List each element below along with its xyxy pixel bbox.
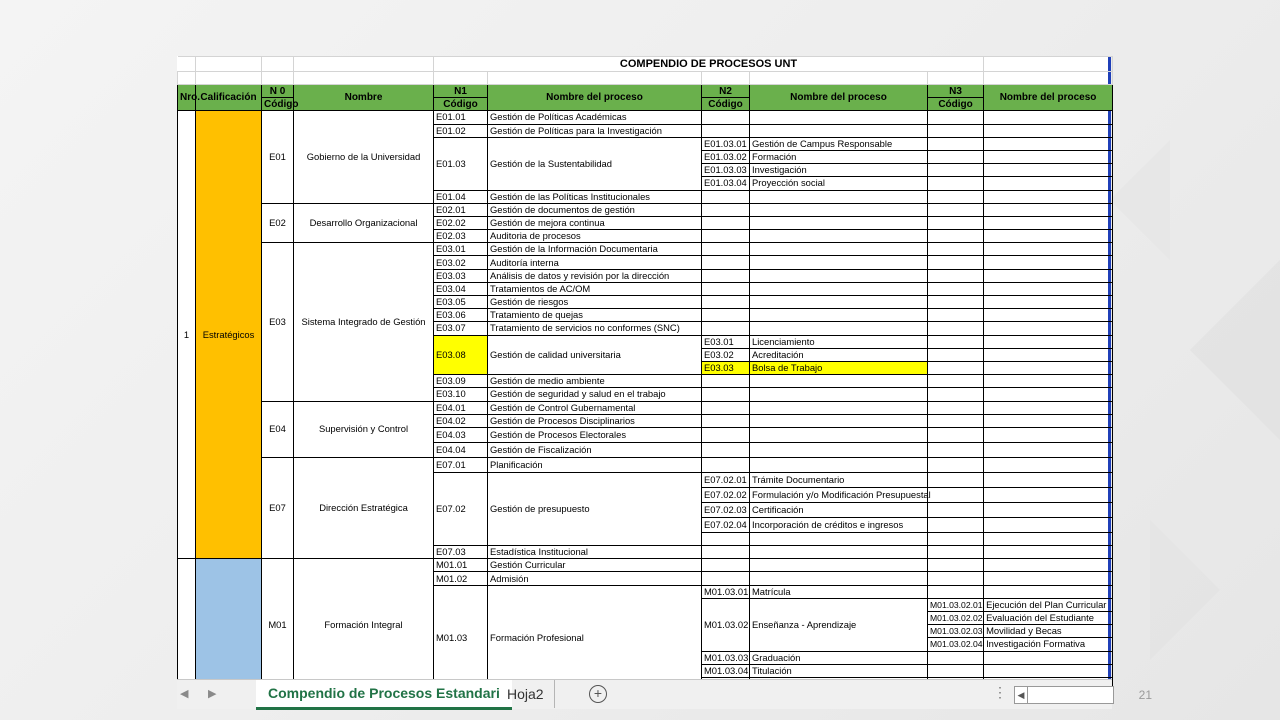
n2-code: E01.03.01 (702, 137, 750, 150)
n2-name: Proyección social (750, 177, 928, 190)
header-n1: N1 (434, 85, 488, 98)
nro-cell-blank (178, 559, 196, 691)
scroll-left-arrow-icon[interactable]: ◀ (1015, 687, 1028, 703)
n1-code: M01.03 (434, 585, 488, 691)
sheet-tab-bar (177, 679, 1112, 709)
n1-name: Análisis de datos y revisión por la dirección (488, 269, 702, 282)
n1-name: Estadística Institucional (488, 546, 702, 559)
n2-name: Titulación (750, 664, 928, 677)
n2-name: Investigación (750, 164, 928, 177)
n1-name: Gestión Curricular (488, 559, 702, 572)
n3-name: Ejecución del Plan Curricular (984, 598, 1113, 611)
n0-code: M01 (262, 559, 294, 691)
n2-code: M01.03.01 (702, 585, 750, 598)
n2-code: E07.02.04 (702, 517, 750, 532)
n1-code: E03.04 (434, 282, 488, 295)
n1-name: Gestión de documentos de gestión (488, 203, 702, 216)
n1-name: Gestión de la Sustentabilidad (488, 137, 702, 190)
n1-code: E02.02 (434, 216, 488, 229)
n0-code: E01 (262, 111, 294, 203)
n0-name: Sistema Integrado de Gestión (294, 243, 434, 401)
tab-scroll-right-icon[interactable]: ▶ (208, 688, 217, 700)
n2-code-highlighted: E03.03 (702, 361, 750, 374)
n1-code: E01.04 (434, 190, 488, 203)
header-n2: N2 (702, 85, 750, 98)
table-row (178, 243, 1113, 256)
n2-name: Formación (750, 150, 928, 163)
n1-code: E03.01 (434, 243, 488, 256)
n1-name: Planificación (488, 457, 702, 472)
header-n3: N3 (928, 85, 984, 98)
process-table (177, 56, 1113, 691)
n2-name: Graduación (750, 651, 928, 664)
n1-code: E03.07 (434, 322, 488, 335)
header-n3-nombre: Nombre del proceso (984, 85, 1113, 111)
n2-code: E01.03.04 (702, 177, 750, 190)
n1-name: Gestión de Políticas para la Investigación (488, 124, 702, 137)
n1-code: E03.02 (434, 256, 488, 269)
n2-code: E07.02.01 (702, 472, 750, 487)
header-nombre: Nombre (294, 85, 434, 111)
table-row (178, 111, 1113, 124)
n0-code: E03 (262, 243, 294, 401)
n1-code: E03.06 (434, 309, 488, 322)
title-row (178, 57, 1113, 72)
n1-code: E01.01 (434, 111, 488, 124)
n1-name: Gestión de Fiscalización (488, 442, 702, 457)
n0-code: E07 (262, 457, 294, 558)
header-nro: Nro. (178, 85, 196, 111)
n0-name: Dirección Estratégica (294, 457, 434, 558)
n1-code: E03.10 (434, 388, 488, 401)
n1-name: Admisión (488, 572, 702, 585)
n3-name: Investigación Formativa (984, 638, 1113, 651)
header-calificacion: Calificación (196, 85, 262, 111)
n1-name: Tratamiento de servicios no conformes (SNC) (488, 322, 702, 335)
background-triangle (1150, 520, 1220, 660)
n2-code: E07.02.02 (702, 487, 750, 502)
table-row (178, 203, 1113, 216)
slide-number: 21 (1138, 688, 1152, 702)
calificacion-misionales (196, 559, 262, 691)
n2-code: E03.01 (702, 335, 750, 348)
n3-code: M01.03.02.01 (928, 598, 984, 611)
n1-name: Gestión de seguridad y salud en el trabajo (488, 388, 702, 401)
n2-code: E07.02.03 (702, 502, 750, 517)
n3-code: M01.03.02.04 (928, 638, 984, 651)
blank-row (178, 72, 1113, 85)
header-row (178, 85, 1113, 98)
n1-name: Auditoría interna (488, 256, 702, 269)
table-row (178, 457, 1113, 472)
calificacion-estrategicos: Estratégicos (196, 111, 262, 559)
n1-code: M01.01 (434, 559, 488, 572)
n2-code: M01.03.04 (702, 664, 750, 677)
n1-name: Tratamientos de AC/OM (488, 282, 702, 295)
header-n1-codigo: Código (434, 98, 488, 111)
n3-code: M01.03.02.02 (928, 612, 984, 625)
n1-name: Gestión de medio ambiente (488, 375, 702, 388)
n1-code: M01.02 (434, 572, 488, 585)
n2-name: Gestión de Campus Responsable (750, 137, 928, 150)
table-row (178, 401, 1113, 414)
n1-code: E01.02 (434, 124, 488, 137)
background-triangle (1190, 260, 1280, 440)
n1-code: E07.01 (434, 457, 488, 472)
header-n0: N 0 (262, 85, 294, 98)
n2-name: Licenciamiento (750, 335, 928, 348)
n3-name: Movilidad y Becas (984, 625, 1113, 638)
n0-name: Desarrollo Organizacional (294, 203, 434, 243)
n2-name: Matrícula (750, 585, 928, 598)
n1-name: Gestión de las Políticas Institucionales (488, 190, 702, 203)
n2-code: M01.03.02 (702, 598, 750, 651)
n1-name: Auditoria de procesos (488, 230, 702, 243)
n0-name: Formación Integral (294, 559, 434, 691)
n1-code: E03.03 (434, 269, 488, 282)
n1-name: Gestión de calidad universitaria (488, 335, 702, 375)
table-row (178, 559, 1113, 572)
n1-code: E02.01 (434, 203, 488, 216)
n2-code: M01.03.03 (702, 651, 750, 664)
n1-code: E07.03 (434, 546, 488, 559)
n3-name: Evaluación del Estudiante (984, 612, 1113, 625)
n1-code: E07.02 (434, 472, 488, 545)
n1-code: E04.04 (434, 442, 488, 457)
n1-code: E03.05 (434, 296, 488, 309)
nro-cell: 1 (178, 111, 196, 559)
tab-compendio-de-procesos[interactable]: Compendio de Procesos Estandari (256, 680, 512, 710)
n2-name: Incorporación de créditos e ingresos (750, 517, 928, 532)
n1-name: Gestión de la Información Documentaria (488, 243, 702, 256)
n1-name: Gestión de Control Gubernamental (488, 401, 702, 414)
n1-name: Tratamiento de quejas (488, 309, 702, 322)
n2-name: Trámite Documentario (750, 472, 928, 487)
n2-name: Certificación (750, 502, 928, 517)
n1-code: E03.09 (434, 375, 488, 388)
n1-code: E02.03 (434, 230, 488, 243)
n1-name: Gestión de Procesos Disciplinarios (488, 414, 702, 427)
n1-name: Formación Profesional (488, 585, 702, 691)
table-title: COMPENDIO DE PROCESOS UNT (434, 57, 984, 72)
n3-code: M01.03.02.03 (928, 625, 984, 638)
n1-code: E01.03 (434, 137, 488, 190)
header-n3-codigo: Código (928, 98, 984, 111)
spreadsheet-grid[interactable] (177, 56, 1111, 680)
n1-name: Gestión de Políticas Académicas (488, 111, 702, 124)
tab-scroll-left-icon[interactable]: ◀ (180, 688, 189, 700)
n2-name: Acreditación (750, 348, 928, 361)
n0-code: E02 (262, 203, 294, 243)
n1-name: Gestión de Procesos Electorales (488, 427, 702, 442)
background-triangle (1110, 140, 1170, 260)
n2-code: E01.03.03 (702, 164, 750, 177)
n1-name: Gestión de riesgos (488, 296, 702, 309)
header-n2-nombre: Nombre del proceso (750, 85, 928, 111)
horizontal-scrollbar[interactable] (1014, 686, 1114, 704)
n1-name: Gestión de presupuesto (488, 472, 702, 545)
n0-name: Supervisión y Control (294, 401, 434, 457)
n2-code: E01.03.02 (702, 150, 750, 163)
n2-name: Formulación y/o Modificación Presupuestal (750, 487, 928, 502)
n1-code: E04.01 (434, 401, 488, 414)
header-n0-codigo: Código (262, 98, 294, 111)
n2-code: E03.02 (702, 348, 750, 361)
add-sheet-button[interactable]: + (589, 685, 607, 703)
header-n1-nombre: Nombre del proceso (488, 85, 702, 111)
n2-name-highlighted: Bolsa de Trabajo (750, 361, 928, 374)
n1-code-highlighted: E03.08 (434, 335, 488, 375)
tab-hoja2[interactable]: Hoja2 (497, 680, 555, 708)
more-options-icon[interactable]: ⋮ (993, 684, 1007, 700)
n0-name: Gobierno de la Universidad (294, 111, 434, 203)
n1-code: E04.02 (434, 414, 488, 427)
scroll-thumb[interactable] (1029, 689, 1089, 700)
n1-code: E04.03 (434, 427, 488, 442)
n0-code: E04 (262, 401, 294, 457)
header-n2-codigo: Código (702, 98, 750, 111)
n1-name: Gestión de mejora continua (488, 216, 702, 229)
n2-name: Enseñanza - Aprendizaje (750, 598, 928, 651)
